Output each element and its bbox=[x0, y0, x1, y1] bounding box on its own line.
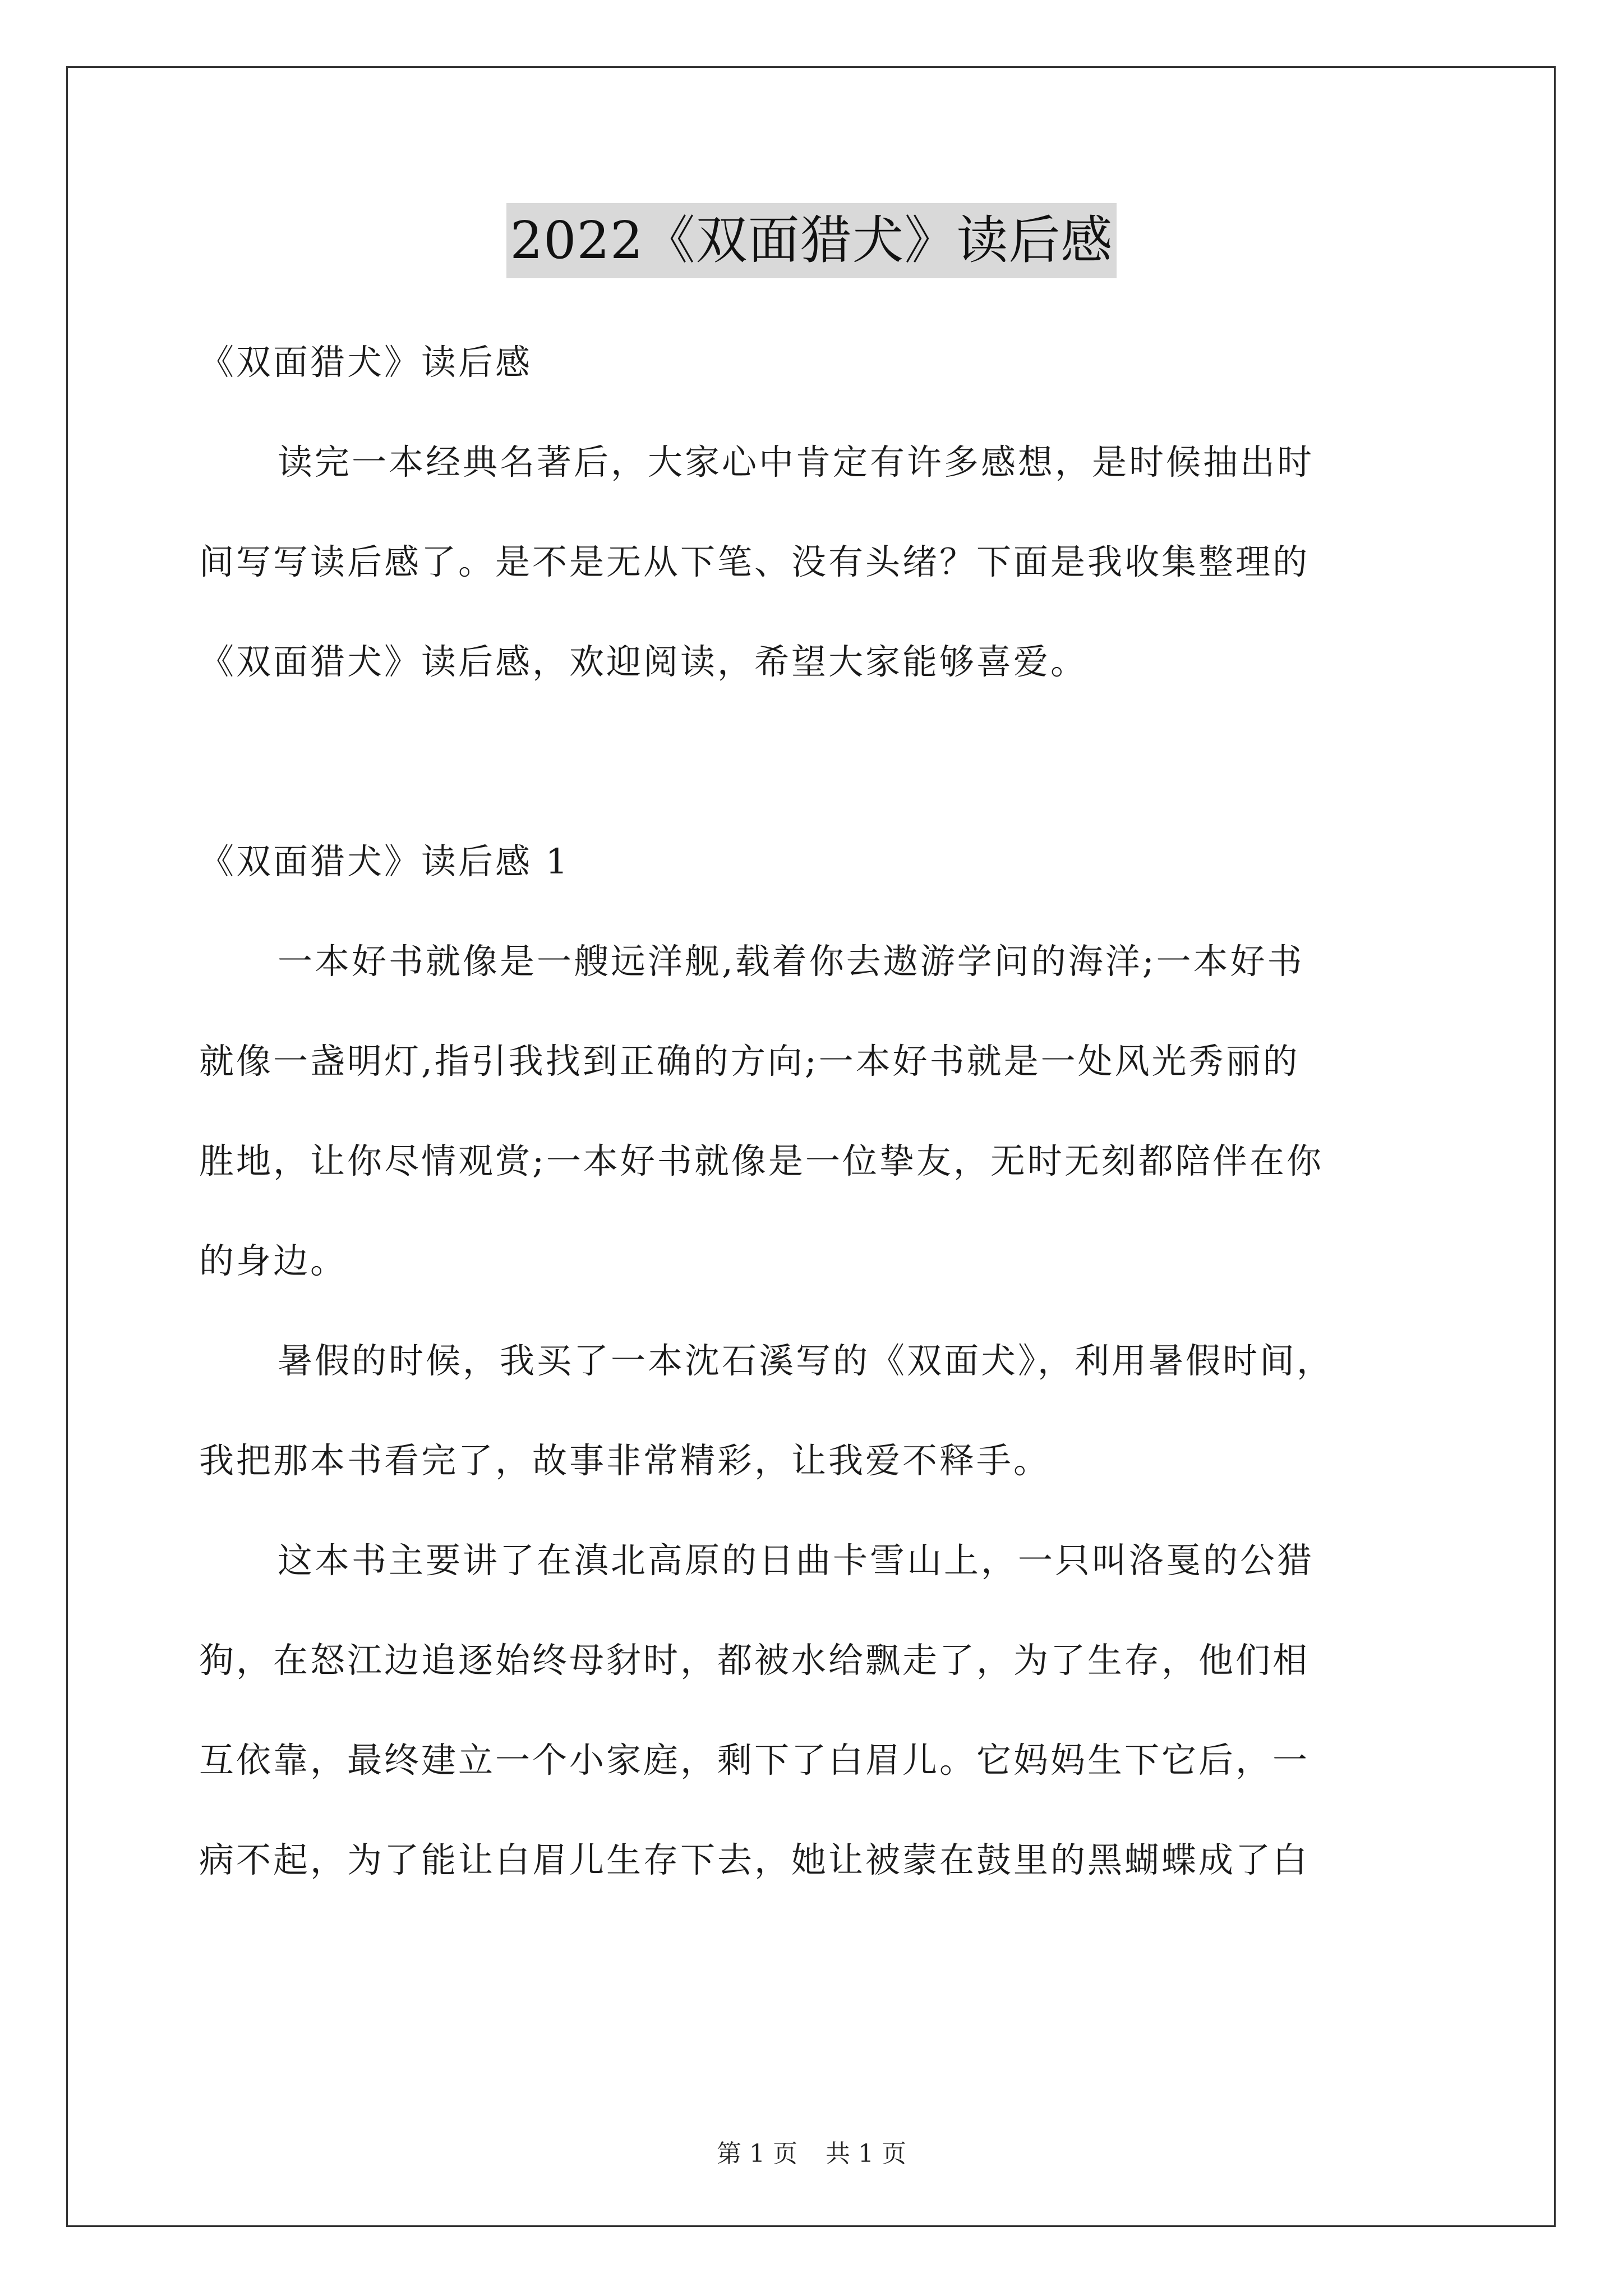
title-container bbox=[0, 203, 1623, 278]
document-title: 2022《双面猎犬》读后感 bbox=[506, 203, 1116, 278]
intro-paragraph bbox=[199, 412, 1427, 712]
paragraph-line: 暑假的时候，我买了一本沈石溪写的《双面犬》，利用暑假时间， bbox=[278, 1340, 1334, 1381]
paragraph-line: 病不起，为了能让白眉儿生存下去，她让被蒙在鼓里的黑蝴蝶成了白 bbox=[199, 1839, 1310, 1880]
intro-line: 《双面猎犬》读后感，欢迎阅读，希望大家能够喜爱。 bbox=[199, 641, 1088, 682]
heading-section-1: 《双面猎犬》读后感 1 bbox=[199, 841, 570, 882]
page-footer bbox=[0, 2137, 1623, 2171]
page-total: 共 1 页 bbox=[826, 2139, 906, 2168]
paragraph-line: 一本好书就像是一艘远洋舰,载着你去遨游学问的海洋;一本好书 bbox=[278, 941, 1304, 982]
paragraph-line: 的身边。 bbox=[199, 1240, 348, 1281]
blank-line bbox=[199, 712, 1427, 812]
heading-main: 《双面猎犬》读后感 bbox=[199, 342, 533, 383]
paragraph-line: 这本书主要讲了在滇北高原的日曲卡雪山上，一只叫洛戛的公猎 bbox=[278, 1540, 1315, 1581]
intro-line: 间写写读后感了。是不是无从下笔、没有头绪？下面是我收集整理的 bbox=[199, 541, 1310, 582]
paragraph-line: 就像一盏明灯,指引我找到正确的方向;一本好书就是一处风光秀丽的 bbox=[199, 1041, 1300, 1082]
page-number: 第 1 页 bbox=[717, 2139, 797, 2168]
paragraph-line: 我把那本书看完了，故事非常精彩，让我爱不释手。 bbox=[199, 1440, 1051, 1481]
paragraph-line: 狗，在怒江边追逐始终母豺时，都被水给飘走了，为了生存，他们相 bbox=[199, 1640, 1310, 1681]
paragraph-1 bbox=[199, 912, 1427, 1311]
document-body bbox=[199, 312, 1427, 1910]
paragraph-line: 胜地，让你尽情观赏;一本好书就像是一位挚友，无时无刻都陪伴在你 bbox=[199, 1140, 1324, 1181]
paragraph-2 bbox=[199, 1311, 1427, 1511]
intro-line: 读完一本经典名著后，大家心中肯定有许多感想，是时候抽出时 bbox=[278, 441, 1315, 482]
paragraph-3 bbox=[199, 1511, 1427, 1910]
paragraph-line: 互依靠，最终建立一个小家庭，剩下了白眉儿。它妈妈生下它后，一 bbox=[199, 1740, 1310, 1780]
